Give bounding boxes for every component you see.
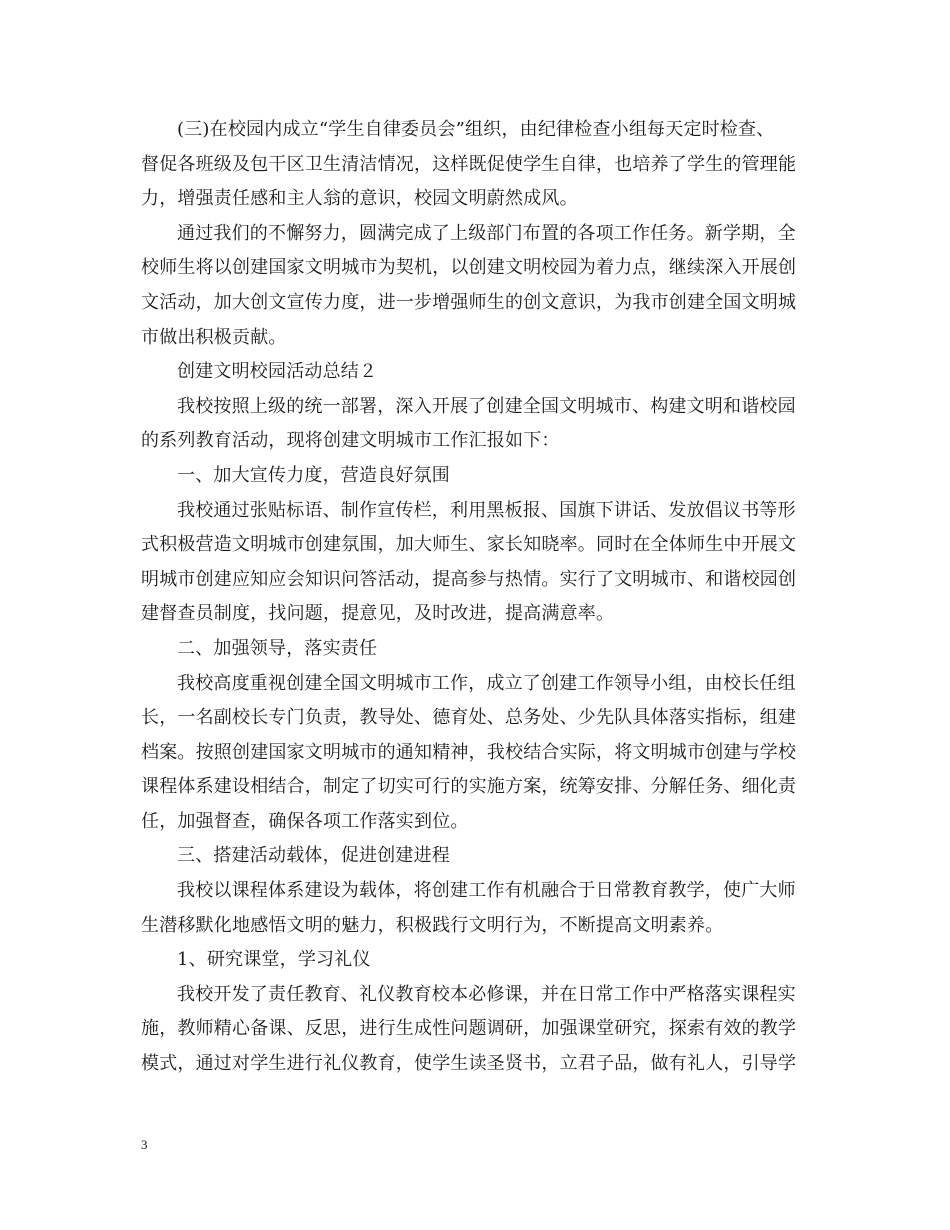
text-line: 式积极营造文明城市创建氛围，加大师生、家长知晓率。同时在全体师生中开展文	[141, 534, 797, 556]
document-body	[141, 113, 813, 1082]
text-line: 三、搭建活动载体，促进创建进程	[177, 845, 450, 867]
text-line: 通过我们的不懈努力，圆满完成了上级部门布置的各项工作任务。新学期，全	[177, 222, 796, 244]
text-line: 文活动，加大创文宣传力度，进一步增强师生的创文意识，为我市创建全国文明城	[141, 291, 797, 313]
text-line: 档案。按照创建国家文明城市的通知精神，我校结合实际，将文明城市创建与学校	[141, 741, 797, 763]
text-line: 一、加大宣传力度，营造良好氛围	[177, 464, 450, 486]
text-line: 我校以课程体系建设为载体，将创建工作有机融合于日常教育教学，使广大师	[177, 880, 796, 902]
text-line: 课程体系建设相结合，制定了切实可行的实施方案，统筹安排、分解任务、细化责	[141, 776, 797, 798]
text-line: 我校按照上级的统一部署，深入开展了创建全国文明城市、构建文明和谐校园	[177, 395, 796, 417]
text-line: 明城市创建应知应会知识问答活动，提高参与热情。实行了文明城市、和谐校园创	[141, 568, 797, 590]
page-number: 3	[141, 1137, 148, 1152]
text-line: 市做出积极贡献。	[141, 326, 287, 348]
text-line: 任，加强督查，确保各项工作落实到位。	[141, 810, 469, 832]
text-line: 二、加强领导，落实责任	[177, 637, 378, 659]
text-line: 督促各班级及包干区卫生清洁情况，这样既促使学生自律，也培养了学生的管理能	[141, 153, 797, 175]
text-line: 长，一名副校长专门负责，教导处、德育处、总务处、少先队具体落实指标，组建	[141, 707, 797, 729]
text-line: 1、研究课堂，学习礼仪	[177, 949, 371, 971]
text-line: 我校开发了责任教育、礼仪教育校本必修课，并在日常工作中严格落实课程实	[177, 983, 796, 1005]
text-line: 我校高度重视创建全国文明城市工作，成立了创建工作领导小组，由校长任组	[177, 672, 796, 694]
text-line: 创建文明校园活动总结２	[177, 361, 378, 383]
text-line: 的系列教育活动，现将创建文明城市工作汇报如下：	[141, 430, 560, 452]
text-line: 校师生将以创建国家文明城市为契机，以创建文明校园为着力点，继续深入开展创	[141, 257, 797, 279]
text-line: 我校通过张贴标语、制作宣传栏，利用黑板报、国旗下讲话、发放倡议书等形	[177, 499, 796, 521]
text-line: (三)在校园内成立“学生自律委员会”组织，由纪律检查小组每天定时检查、	[177, 119, 775, 140]
text-line: 力，增强责任感和主人翁的意识，校园文明蔚然成风。	[141, 188, 578, 210]
text-line: 建督查员制度，找问题，提意见，及时改进，提高满意率。	[141, 603, 615, 625]
text-line: 模式，通过对学生进行礼仪教育，使学生读圣贤书，立君子品，做有礼人，引导学	[141, 1053, 797, 1075]
text-line: 生潜移默化地感悟文明的魅力，积极践行文明行为，不断提高文明素养。	[141, 914, 724, 936]
text-line: 施，教师精心备课、反思，进行生成性问题调研，加强课堂研究，探索有效的教学	[141, 1018, 797, 1040]
